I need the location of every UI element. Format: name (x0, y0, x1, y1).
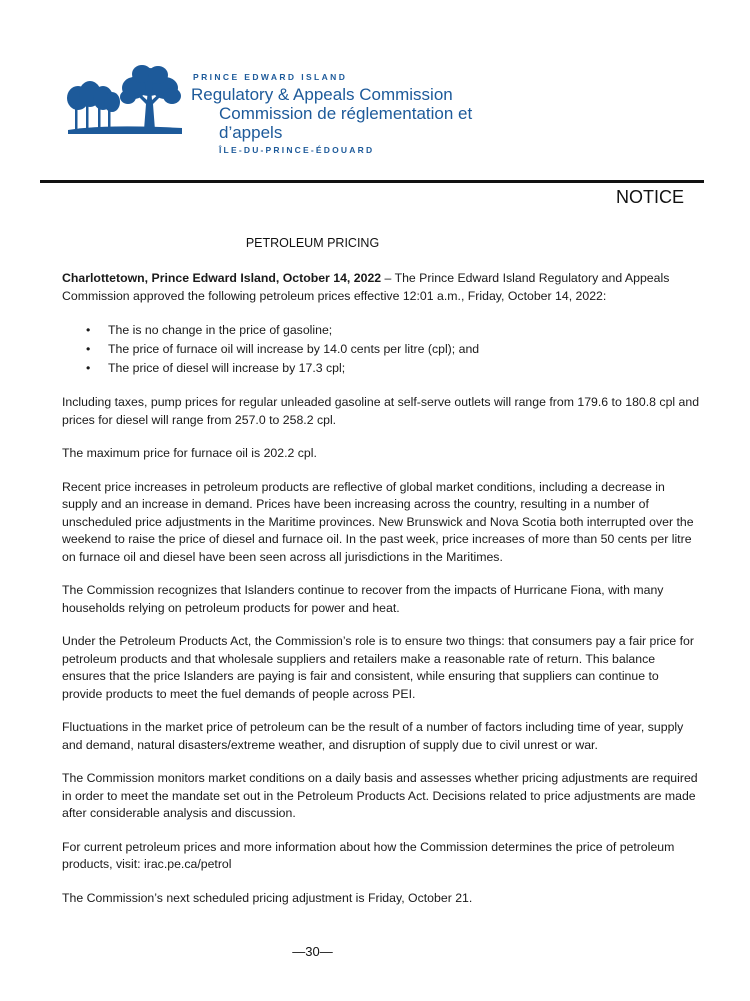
end-marker: —30— (292, 944, 333, 959)
next-adjustment-paragraph: The Commission’s next scheduled pricing adjustment is Friday, October 21. (62, 890, 473, 905)
trees-logo-icon (66, 64, 184, 136)
more-info-paragraph: For current petroleum prices and more information about how the Commission determines the price of petroleum products, visit: irac.pe.ca/petrol (62, 839, 675, 871)
hurricane-fiona-paragraph: The Commission recognizes that Islanders continue to recover from the impacts of Hurricane Fiona, with many households relying on petroleum products for power and heat. (62, 583, 664, 615)
list-item: • The is no change in the price of gasoline; (108, 321, 702, 340)
intro-dateline: Charlottetown, Prince Edward Island, October 14, 2022 (62, 271, 382, 285)
pump-prices-paragraph: Including taxes, pump prices for regular unleaded gasoline at self-serve outlets will range from 179.6 to 180.8 cpl and prices for diesel will range from 257.0 to 258.2 cpl. (62, 395, 700, 427)
list-item: • The price of diesel will increase by 17.3 cpl; (108, 359, 702, 378)
logo-french-name: Commission de réglementation et d’appels (219, 104, 473, 142)
header-divider (40, 180, 704, 183)
fluctuations-paragraph: Fluctuations in the market price of petroleum can be the result of a number of factors including time of year, supply and demand, natural disasters/extreme weather, and disruption of supply due to civil unrest or war. (62, 720, 684, 752)
intro-paragraph (62, 270, 702, 305)
logo-top-line: PRINCE EDWARD ISLAND (193, 72, 348, 82)
commission-role-paragraph: Under the Petroleum Products Act, the Commission’s role is to ensure two things: that consumers pay a fair price for petroleum products and that wholesale suppliers and retailers make a reasonable rate of return. This balance ensures that the price Islanders are paying is fair and consistent, while ensuring that suppliers can continue to provide products to meet the fuel demands of people across PEI. (62, 634, 694, 701)
logo-english-name: Regulatory & Appeals Commission (191, 85, 453, 104)
intro-text: – The Prince Edward Island Regulatory and Appeals Commission approved the following petroleum prices effective 12:01 a.m., Friday, October 14, 2022: (62, 271, 670, 303)
commission-logo (66, 64, 536, 155)
logo-wordmark (191, 72, 536, 155)
list-item: • The price of furnace oil will increase by 14.0 cents per litre (cpl); and (108, 340, 702, 359)
market-conditions-paragraph: Recent price increases in petroleum products are reflective of global market conditions, including a decrease in supply and an increase in demand. Prices have been increasing across the country, resulting in a number of unscheduled price adjustments in the Maritime provinces. New Brunswick and Nova Scotia both interrupted over the weekend to raise the price of diesel and furnace oil. In the past week, price increases of more than 50 cents per litre on furnace oil and diesel have been seen across all jurisdictions in the Maritimes. (62, 479, 694, 564)
document-body (62, 270, 702, 923)
document-heading: PETROLEUM PRICING (245, 236, 380, 250)
price-change-list (62, 321, 702, 378)
logo-bottom-line: ÎLE-DU-PRINCE-ÉDOUARD (219, 145, 375, 155)
furnace-oil-paragraph: The maximum price for furnace oil is 202.2 cpl. (62, 446, 317, 460)
monitoring-paragraph: The Commission monitors market conditions on a daily basis and assesses whether pricing adjustments are required in order to meet the mandate set out in the Petroleum Products Act. Decisions related to price adjustments are made after considerable analysis and discussion. (62, 771, 698, 820)
notice-label: NOTICE (615, 187, 684, 207)
